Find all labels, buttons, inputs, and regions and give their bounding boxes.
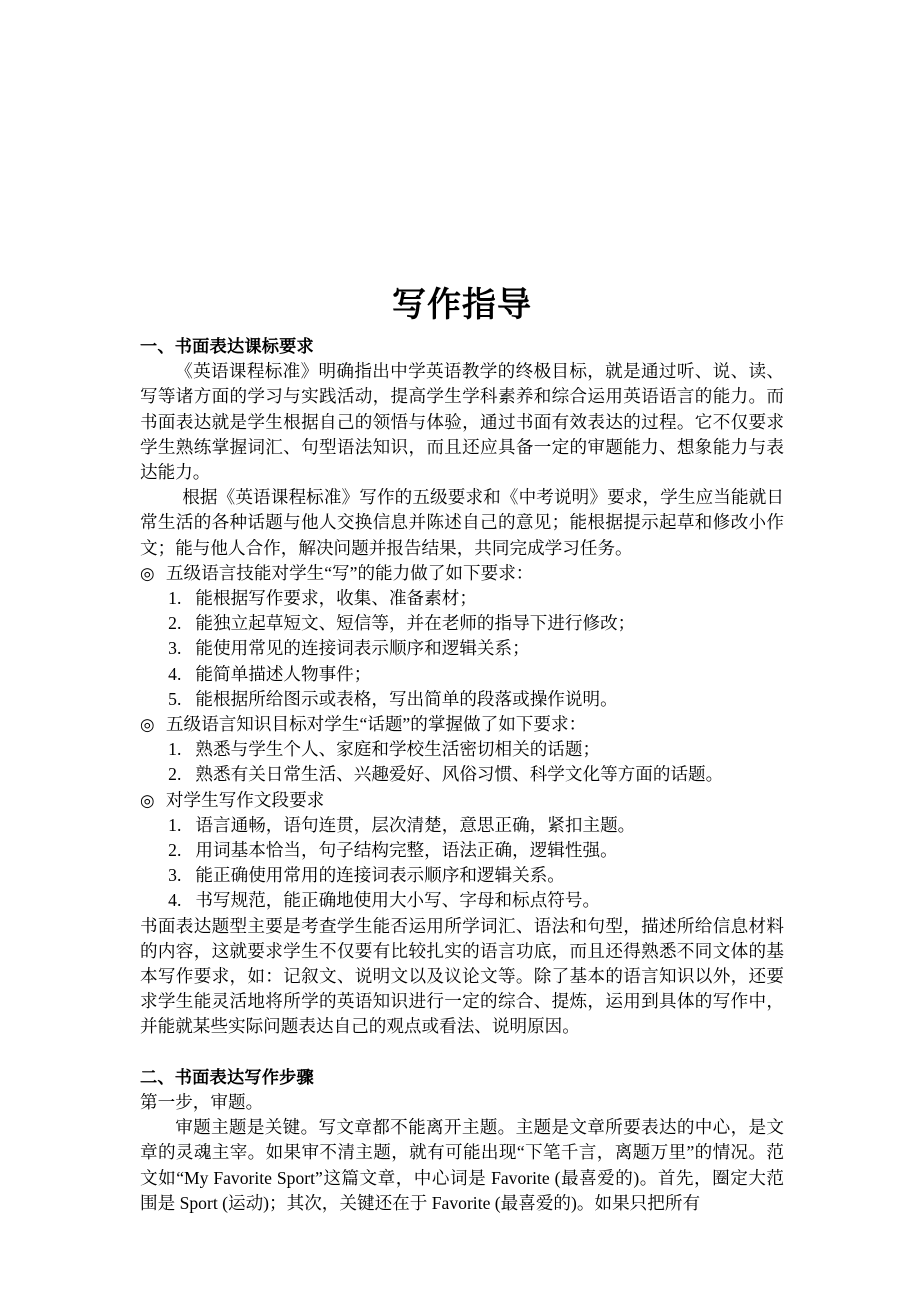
list-item-label: 能使用常见的连接词表示顺序和逻辑关系； [195, 638, 530, 659]
bullet-group-3-title-text: 对学生写作文段要求 [165, 789, 325, 810]
list-item [140, 586, 784, 611]
list-item-label: 能根据写作要求，收集、准备素材； [195, 588, 477, 609]
list-item-number: 4. [168, 890, 182, 911]
list-item-number: 3. [168, 865, 182, 886]
section-heading-one: 一、书面表达课标要求 [140, 336, 314, 356]
list-item [140, 687, 784, 712]
page-top-margin [0, 0, 920, 282]
double-circle-bullet-icon: ◎ [140, 789, 155, 810]
list-item-number: 1. [168, 588, 182, 609]
bullet-group-2-title [140, 712, 784, 737]
list-item [140, 662, 784, 687]
list-item [140, 888, 784, 913]
list-item-label: 熟悉与学生个人、家庭和学校生活密切相关的话题； [195, 739, 601, 760]
list-item-number: 1. [168, 739, 182, 760]
bullet-group-3-title [140, 788, 784, 813]
list-item-label: 语言通畅，语句连贯，层次清楚，意思正确，紧扣主题。 [195, 814, 636, 835]
list-item-number: 3. [168, 638, 182, 659]
list-item-number: 5. [168, 688, 182, 709]
list-item-number: 2. [168, 613, 182, 634]
list-item [140, 762, 784, 787]
section-divider-space [140, 1040, 784, 1065]
bullet-group-1-title [140, 561, 784, 586]
list-item [140, 863, 784, 888]
list-item-label: 能独立起草短文、短信等，并在老师的指导下进行修改； [195, 613, 636, 634]
document-body [140, 282, 784, 1216]
list-item [140, 636, 784, 661]
double-circle-bullet-icon: ◎ [140, 562, 155, 583]
list-item-label: 用词基本恰当，句子结构完整，语法正确，逻辑性强。 [195, 840, 618, 861]
section-two-paragraph-1: 审题主题是关键。写文章都不能离开主题。主题是文章所要表达的中心，是文章的灵魂主宰。如果审不清主题，就有可能出现“下笔千言，离题万里”的情况。范文如“My Favorite Sport”这篇文章，中心词是 Favorite (最喜爱的)。首先，圈定大范围是 Sport (运动)；其次，关键还在于 Favorite (最喜爱的)。如果只把所有 [140, 1117, 784, 1213]
list-item-number: 2. [168, 764, 182, 785]
section-one-closing-paragraph: 书面表达题型主要是考查学生能否运用所学词汇、语法和句型，描述所给信息材料的内容，这就要求学生不仅要有比较扎实的语言功底，而且还得熟悉不同文体的基本写作要求，如：记叙文、说明文以及议论文等。除了基本的语言知识以外，还要求学生能灵活地将所学的英语知识进行一定的综合、提炼，运用到具体的写作中，并能就某些实际问题表达自己的观点或看法、说明原因。 [140, 915, 784, 1037]
section-one [140, 334, 784, 1040]
section-one-paragraph-2: 根据《英语课程标准》写作的五级要求和《中考说明》要求，学生应当能就日常生活的各种话题与他人交换信息并陈述自己的意见；能根据提示起草和修改小作文；能与他人合作，解决问题并报告结果，共同完成学习任务。 [140, 487, 784, 558]
list-item-label: 能正确使用常用的连接词表示顺序和逻辑关系。 [195, 865, 565, 886]
list-item-number: 2. [168, 840, 182, 861]
list-item [140, 611, 784, 636]
bullet-group-2-title-text: 五级语言知识目标对学生“话题”的掌握做了如下要求： [165, 714, 587, 735]
section-heading-two: 二、书面表达写作步骤 [140, 1066, 314, 1087]
list-item-number: 1. [168, 814, 182, 835]
list-item [140, 737, 784, 762]
list-item-label: 书写规范，能正确地使用大小写、字母和标点符号。 [195, 890, 601, 911]
bullet-group-1-title-text: 五级语言技能对学生“写”的能力做了如下要求： [165, 562, 534, 583]
list-item-label: 熟悉有关日常生活、兴趣爱好、风俗习惯、科学文化等方面的话题。 [195, 764, 724, 785]
list-item-number: 4. [168, 663, 182, 684]
section-two [140, 1065, 784, 1216]
list-item-label: 能简单描述人物事件； [195, 663, 372, 684]
list-item [140, 838, 784, 863]
section-two-step-label: 第一步，审题。 [140, 1091, 264, 1112]
list-item-label: 能根据所给图示或表格，写出简单的段落或操作说明。 [195, 688, 618, 709]
list-item [140, 813, 784, 838]
section-one-paragraph-1: 《英语课程标准》明确指出中学英语教学的终极目标，就是通过听、说、读、写等诸方面的学习与实践活动，提高学生学科素养和综合运用英语语言的能力。而书面表达就是学生根据自己的领悟与体验，通过书面有效表达的过程。它不仅要求学生熟练掌握词汇、句型语法知识，而且还应具备一定的审题能力、想象能力与表达能力。 [140, 361, 784, 483]
double-circle-bullet-icon: ◎ [140, 714, 155, 735]
page-title: 写作指导 [392, 286, 532, 324]
